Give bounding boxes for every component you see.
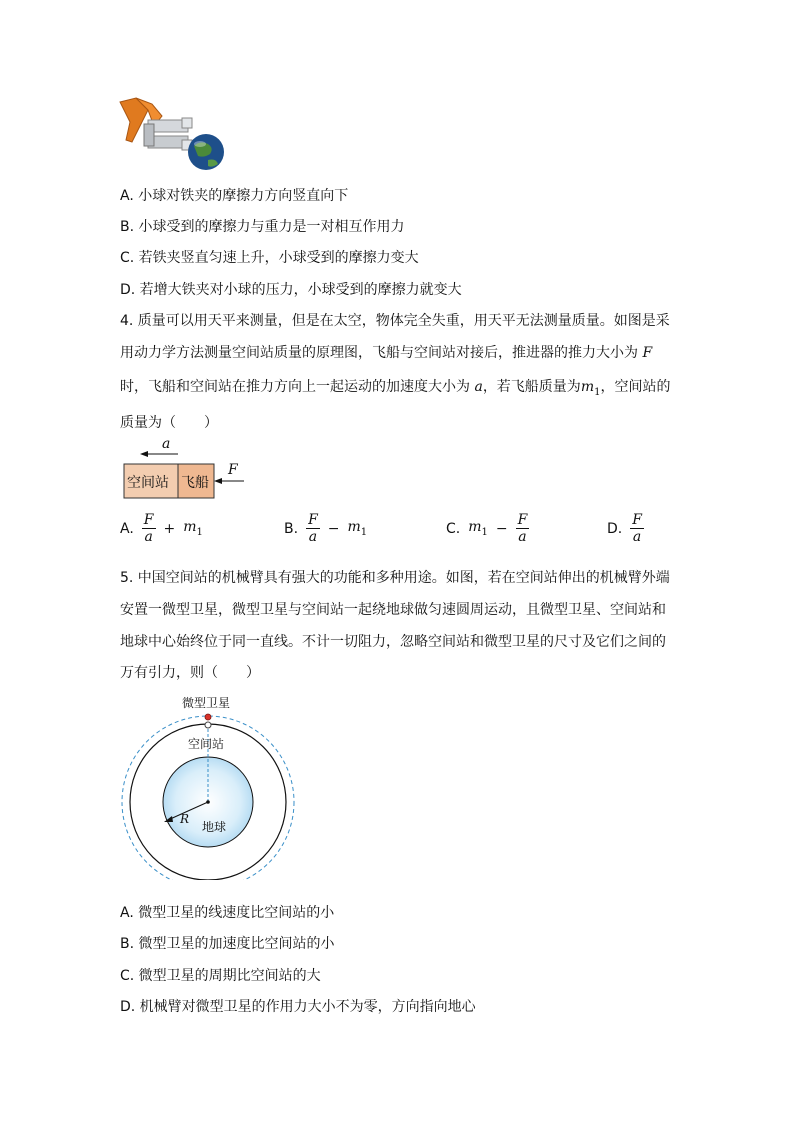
q4-option-b-den: a: [308, 529, 318, 545]
q4-diagram: [118, 438, 258, 502]
q5-line-3: 地球中心始终位于同一直线。不计一切阻力，忽略空间站和微型卫星的尺寸及它们之间的: [120, 634, 666, 650]
q3-option-c: C. 若铁夹竖直匀速上升，小球受到的摩擦力变大: [120, 250, 419, 266]
q5-line-2: 安置一微型卫星，微型卫星与空间站一起绕地球做匀速圆周运动，且微型卫星、空间站和: [120, 602, 666, 618]
q4-option-d-fraction: [630, 512, 644, 545]
q4-option-a-den: a: [144, 529, 153, 545]
q4-var-m: m: [580, 379, 595, 395]
robot-arm-clamp-image: [118, 96, 230, 178]
q4-line-2: [120, 343, 652, 363]
q4-line-3: [120, 377, 670, 403]
q4-option-b-op: −: [327, 520, 340, 537]
q4-option-a-letter: A.: [120, 520, 134, 537]
q4-option-a-num: F: [143, 512, 154, 528]
q4-line-3-text-b: ，若飞船质量为: [482, 379, 581, 395]
q4-option-a: [120, 512, 203, 545]
q4-line-4: 质量为（ ）: [120, 415, 218, 431]
q4-option-d-num: F: [632, 512, 642, 528]
q4-option-c-fraction: [516, 512, 530, 545]
q4-option-d-letter: D.: [607, 520, 623, 537]
q4-sub-1: 1: [594, 386, 601, 398]
q5-satellite-label: 微型卫星: [182, 696, 231, 710]
q5-option-d: D. 机械臂对微型卫星的作用力大小不为零，方向指向地心: [120, 999, 476, 1015]
q4-option-a-op: +: [163, 520, 176, 537]
q5-option-c: C. 微型卫星的周期比空间站的大: [120, 968, 321, 984]
q4-var-a: a: [474, 379, 483, 395]
q4-line-2-text: 用动力学方法测量空间站质量的原理图，飞船与空间站对接后，推进器的推力大小为: [120, 345, 638, 361]
q5-line-1: 5. 中国空间站的机械臂具有强大的功能和多种用途。如图，若在空间站伸出的机械臂外端: [120, 570, 670, 586]
q4-option-d-den: a: [632, 529, 642, 545]
q5-orbit-shapes: [118, 690, 302, 880]
q4-option-a-fraction: [142, 512, 156, 545]
q3-option-d: D. 若增大铁夹对小球的压力，小球受到的摩擦力就变大: [120, 282, 462, 298]
q3-option-a: A. 小球对铁夹的摩擦力方向竖直向下: [120, 188, 349, 204]
q4-option-c-den: a: [518, 529, 527, 545]
q4-option-c-op: −: [495, 520, 508, 537]
q5-line-4: 万有引力，则（ ）: [120, 665, 260, 681]
q4-option-b-m: m: [347, 519, 361, 536]
q4-option-c-sub: 1: [481, 526, 488, 538]
q4-option-c-letter: C.: [446, 520, 461, 537]
q5-radius-label: R: [180, 812, 190, 826]
q4-line-3-text-a: 时，飞船和空间站在推力方向上一起运动的加速度大小为: [120, 379, 470, 395]
q4-option-b: [284, 512, 367, 545]
q5-station-label: 空间站: [188, 737, 225, 751]
q4-line-3-text-c: ，空间站的: [600, 379, 671, 395]
q5-option-a: A. 微型卫星的线速度比空间站的小: [120, 905, 335, 921]
q4-option-c-num: F: [517, 512, 528, 528]
q4-option-b-fraction: [306, 512, 320, 545]
q5-orbit-diagram: [118, 690, 302, 880]
q4-diagram-ship-label: 飞船: [181, 475, 209, 491]
q3-option-b: B. 小球受到的摩擦力与重力是一对相互作用力: [120, 219, 405, 235]
q4-diagram-station-label: 空间站: [127, 475, 169, 491]
q4-option-c-m: m: [468, 519, 482, 536]
q4-option-b-letter: B.: [284, 520, 299, 537]
q4-option-a-sub: 1: [196, 526, 203, 538]
q4-diagram-F-label: F: [228, 462, 238, 478]
q4-option-d: [607, 512, 644, 545]
q5-option-b: B. 微型卫星的加速度比空间站的小: [120, 936, 335, 952]
q4-option-b-sub: 1: [360, 526, 368, 538]
q4-option-b-num: F: [308, 512, 318, 528]
q4-line-1: 4. 质量可以用天平来测量，但是在太空，物体完全失重，用天平无法测量质量。如图是采: [120, 313, 670, 329]
q4-option-c: [446, 512, 529, 545]
q4-var-F: F: [642, 345, 653, 361]
q4-diagram-a-label: a: [162, 436, 171, 452]
q4-option-a-m: m: [183, 519, 197, 536]
q5-earth-label: 地球: [202, 820, 227, 834]
